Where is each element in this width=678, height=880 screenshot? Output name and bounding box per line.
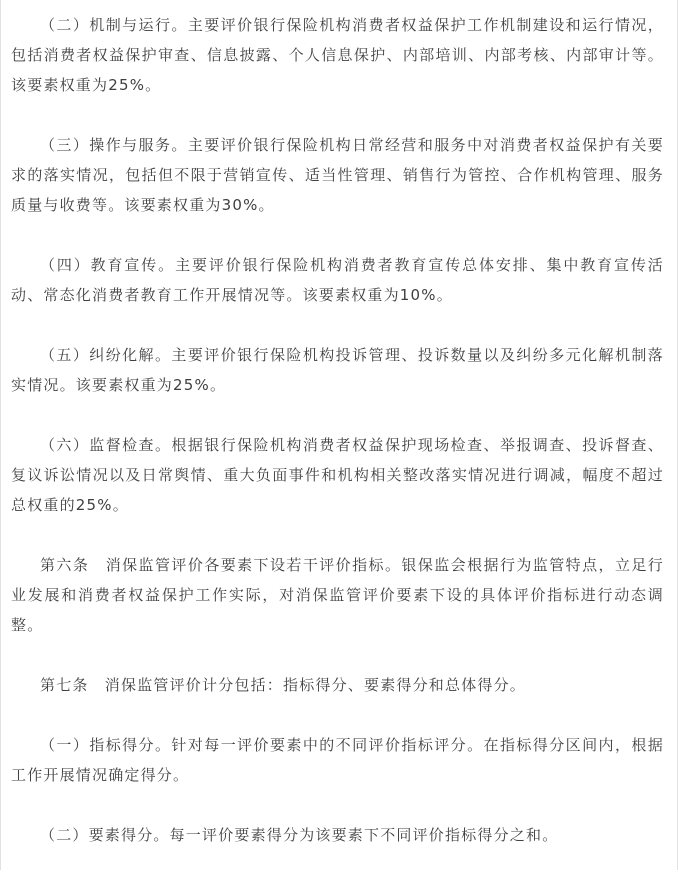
paragraph-article-6: 第六条 消保监管评价各要素下设若干评价指标。银保监会根据行为监管特点，立足行业发展和消费者权益保护工作实际，对消保监管评价要素下设的具体评价指标进行动态调整。	[11, 556, 664, 634]
paragraph-education-publicity: （四）教育宣传。主要评价银行保险机构消费者教育宣传总体安排、集中教育宣传活动、常态化消费者教育工作开展情况等。该要素权重为10%。	[11, 256, 664, 304]
article-body	[0, 10, 678, 880]
paragraph-supervision-inspection: （六）监督检查。根据银行保险机构消费者权益保护现场检查、举报调查、投诉督查、复议诉讼情况以及日常舆情、重大负面事件和机构相关整改落实情况进行调减，幅度不超过总权重的25%。	[11, 436, 664, 514]
paragraph-mechanism-operation: （二）机制与运行。主要评价银行保险机构消费者权益保护工作机制建设和运行情况，包括消费者权益保护审查、信息披露、个人信息保护、内部培训、内部考核、内部审计等。该要素权重为25%。	[11, 16, 664, 94]
paragraph-indicator-score: （一）指标得分。针对每一评价要素中的不同评价指标评分。在指标得分区间内，根据工作开展情况确定得分。	[11, 736, 664, 784]
paragraph-article-7: 第七条 消保监管评价计分包括：指标得分、要素得分和总体得分。	[40, 676, 527, 694]
paragraph-dispute-resolution: （五）纠纷化解。主要评价银行保险机构投诉管理、投诉数量以及纠纷多元化解机制落实情况。该要素权重为25%。	[11, 346, 664, 394]
paragraph-operation-service: （三）操作与服务。主要评价银行保险机构日常经营和服务中对消费者权益保护有关要求的落实情况，包括但不限于营销宣传、适当性管理、销售行为管控、合作机构管理、服务质量与收费等。该要素权重为30%。	[11, 136, 664, 214]
paragraph-element-score: （二）要素得分。每一评价要素得分为该要素下不同评价指标得分之和。	[40, 826, 559, 844]
